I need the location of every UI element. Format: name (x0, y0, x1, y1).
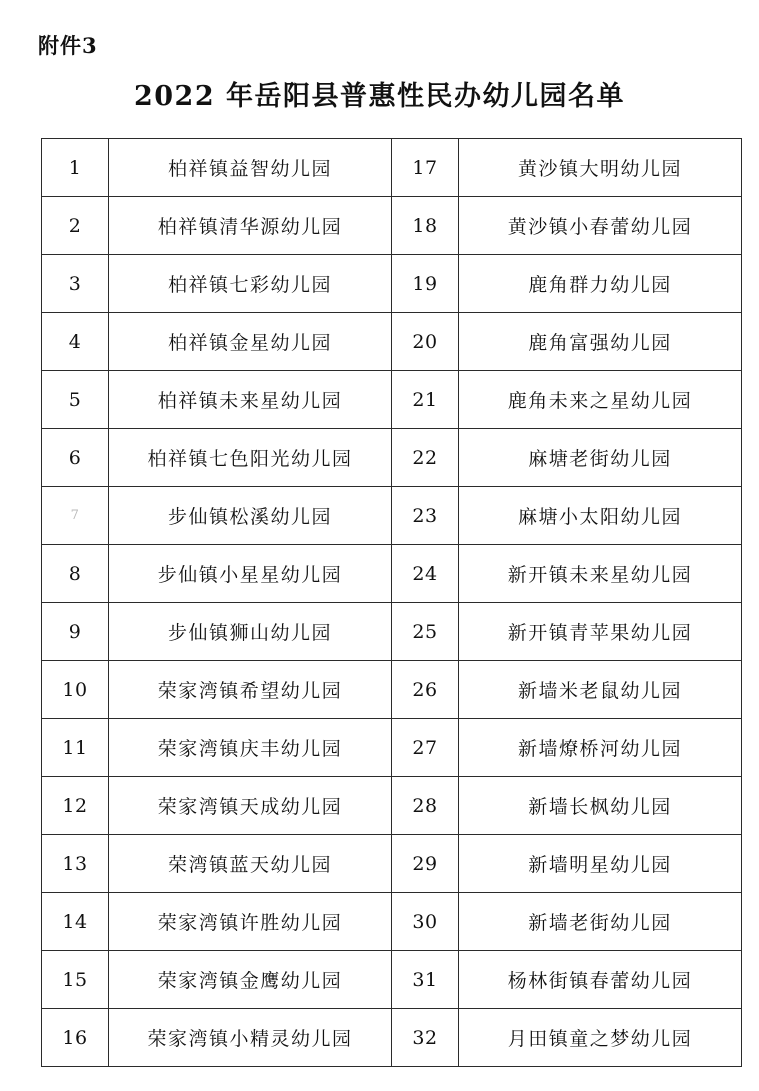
kindergarten-name-left: 荣家湾镇小精灵幼儿园 (109, 1009, 392, 1067)
row-index-right: 23 (392, 487, 459, 545)
row-index-left: 9 (42, 603, 109, 661)
kindergarten-name-right: 新墙米老鼠幼儿园 (459, 661, 742, 719)
kindergarten-list-table (41, 138, 742, 1067)
kindergarten-name-left: 荣家湾镇许胜幼儿园 (109, 893, 392, 951)
table-row (42, 255, 742, 313)
table-row (42, 951, 742, 1009)
kindergarten-name-right: 新墙长枫幼儿园 (459, 777, 742, 835)
kindergarten-name-right: 麻塘小太阳幼儿园 (459, 487, 742, 545)
kindergarten-name-right: 新开镇青苹果幼儿园 (459, 603, 742, 661)
row-index-left: 10 (42, 661, 109, 719)
attachment-label: 附件3 (38, 33, 98, 58)
table-row (42, 1009, 742, 1067)
kindergarten-name-right: 新墙明星幼儿园 (459, 835, 742, 893)
row-index-left: 7 (42, 487, 109, 545)
table-row (42, 313, 742, 371)
row-index-right: 27 (392, 719, 459, 777)
kindergarten-name-right: 新墙老街幼儿园 (459, 893, 742, 951)
kindergarten-name-left: 柏祥镇益智幼儿园 (109, 139, 392, 197)
row-index-right: 19 (392, 255, 459, 313)
kindergarten-name-left: 荣家湾镇金鹰幼儿园 (109, 951, 392, 1009)
kindergarten-name-right: 新开镇未来星幼儿园 (459, 545, 742, 603)
table-row (42, 661, 742, 719)
kindergarten-name-left: 步仙镇狮山幼儿园 (109, 603, 392, 661)
kindergarten-list-table-wrap (41, 138, 721, 1067)
kindergarten-name-left: 柏祥镇金星幼儿园 (109, 313, 392, 371)
row-index-left: 8 (42, 545, 109, 603)
row-index-right: 31 (392, 951, 459, 1009)
table-body (42, 139, 742, 1067)
kindergarten-name-left: 柏祥镇七彩幼儿园 (109, 255, 392, 313)
table-row (42, 777, 742, 835)
table-row (42, 719, 742, 777)
table-row (42, 603, 742, 661)
kindergarten-name-right: 鹿角未来之星幼儿园 (459, 371, 742, 429)
kindergarten-name-right: 新墙燎桥河幼儿园 (459, 719, 742, 777)
row-index-right: 22 (392, 429, 459, 487)
kindergarten-name-right: 鹿角富强幼儿园 (459, 313, 742, 371)
table-row (42, 545, 742, 603)
kindergarten-name-left: 荣湾镇蓝天幼儿园 (109, 835, 392, 893)
row-index-right: 21 (392, 371, 459, 429)
row-index-right: 29 (392, 835, 459, 893)
kindergarten-name-right: 杨林街镇春蕾幼儿园 (459, 951, 742, 1009)
kindergarten-name-right: 黄沙镇大明幼儿园 (459, 139, 742, 197)
kindergarten-name-left: 荣家湾镇天成幼儿园 (109, 777, 392, 835)
row-index-left: 5 (42, 371, 109, 429)
kindergarten-name-right: 麻塘老街幼儿园 (459, 429, 742, 487)
table-row (42, 371, 742, 429)
row-index-left: 15 (42, 951, 109, 1009)
page-title: 2022 年岳阳县普惠性民办幼儿园名单 (133, 81, 626, 112)
kindergarten-name-left: 柏祥镇七色阳光幼儿园 (109, 429, 392, 487)
row-index-left: 11 (42, 719, 109, 777)
row-index-left: 13 (42, 835, 109, 893)
kindergarten-name-left: 柏祥镇清华源幼儿园 (109, 197, 392, 255)
row-index-right: 25 (392, 603, 459, 661)
row-index-left: 1 (42, 139, 109, 197)
row-index-right: 20 (392, 313, 459, 371)
row-index-left: 2 (42, 197, 109, 255)
row-index-right: 30 (392, 893, 459, 951)
kindergarten-name-left: 荣家湾镇庆丰幼儿园 (109, 719, 392, 777)
kindergarten-name-left: 步仙镇松溪幼儿园 (109, 487, 392, 545)
kindergarten-name-right: 黄沙镇小春蕾幼儿园 (459, 197, 742, 255)
kindergarten-name-left: 步仙镇小星星幼儿园 (109, 545, 392, 603)
row-index-left: 3 (42, 255, 109, 313)
table-row (42, 893, 742, 951)
row-index-right: 17 (392, 139, 459, 197)
row-index-right: 18 (392, 197, 459, 255)
row-index-right: 28 (392, 777, 459, 835)
kindergarten-name-left: 柏祥镇未来星幼儿园 (109, 371, 392, 429)
row-index-left: 16 (42, 1009, 109, 1067)
kindergarten-name-left: 荣家湾镇希望幼儿园 (109, 661, 392, 719)
row-index-left: 12 (42, 777, 109, 835)
table-row (42, 835, 742, 893)
kindergarten-name-right: 鹿角群力幼儿园 (459, 255, 742, 313)
table-row (42, 197, 742, 255)
row-index-left: 4 (42, 313, 109, 371)
table-row (42, 487, 742, 545)
table-row (42, 139, 742, 197)
row-index-left: 14 (42, 893, 109, 951)
kindergarten-name-right: 月田镇童之梦幼儿园 (459, 1009, 742, 1067)
row-index-right: 24 (392, 545, 459, 603)
row-index-right: 32 (392, 1009, 459, 1067)
row-index-left: 6 (42, 429, 109, 487)
row-index-right: 26 (392, 661, 459, 719)
table-row (42, 429, 742, 487)
